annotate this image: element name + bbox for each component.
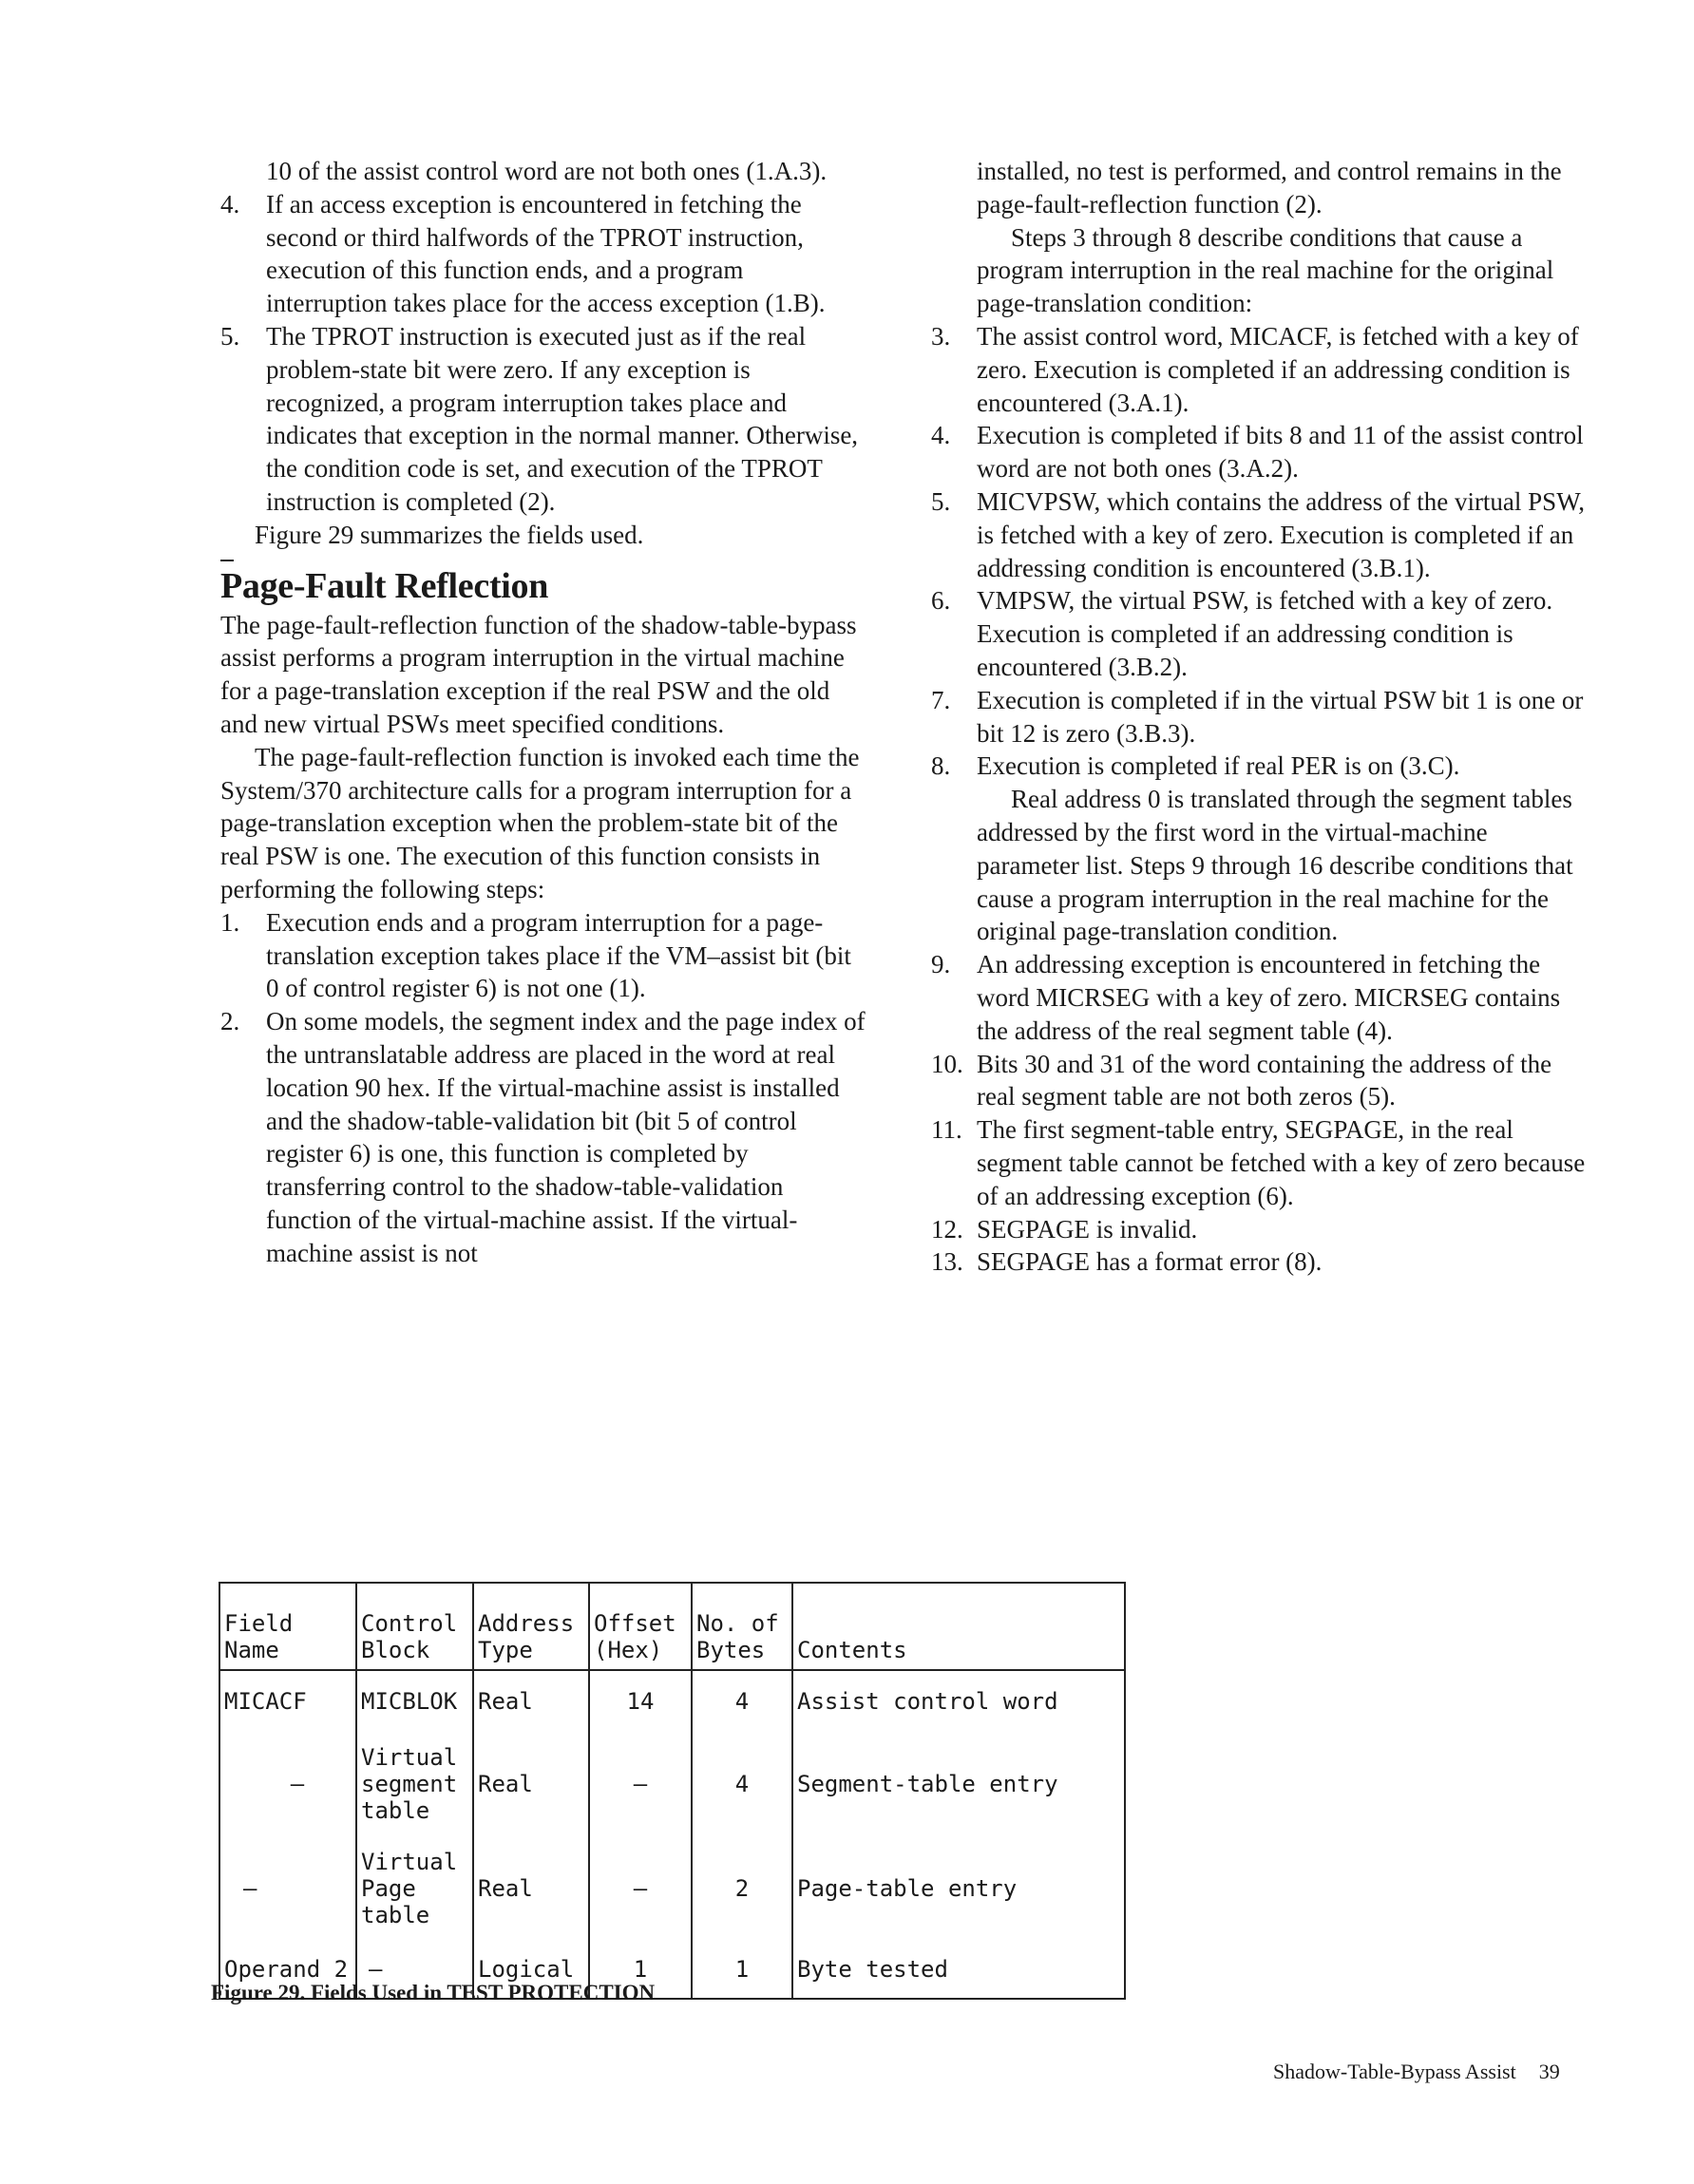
list-number: 13.: [931, 1247, 963, 1277]
left-column: [220, 155, 866, 1270]
cell-address-type: Real: [473, 1836, 589, 1941]
cell-offset: 14: [589, 1670, 692, 1732]
figure-reference: Figure 29 summarizes the fields used.: [255, 520, 644, 549]
list-text: The TPROT instruction is executed just as if the real problem-state bit were zero. If any exception is recognized, a program interruption takes place and indicates that exception in the normal manner. Otherwise, the condition code is set, and execution of the TPROT instruction is completed (2).: [266, 321, 859, 516]
list-item: [931, 1245, 1596, 1279]
cell-field-name: –: [219, 1836, 356, 1941]
paragraph: The page-fault-reflection function is invoked each time the System/370 architecture calls for a program interruption for a page-translation exception when the problem-state bit of the real PSW is one. The execution of this function consists in performing the following steps:: [220, 742, 860, 903]
header-address-type: Address Type: [473, 1583, 589, 1670]
page-number: 39: [1538, 2060, 1560, 2083]
list-item: [931, 485, 1596, 584]
margin-mark: [220, 560, 234, 561]
list-item: [931, 1113, 1596, 1212]
list-number: 6.: [931, 586, 951, 616]
list-text: The assist control word, MICACF, is fetched with a key of zero. Execution is completed if an addressing condition is encountered (3.A.1).: [977, 321, 1579, 417]
header-contents: Contents: [792, 1583, 1125, 1670]
list-item: [931, 1048, 1596, 1114]
list-text: Execution is completed if bits 8 and 11 of the assist control word are not both ones (3.A.2).: [977, 421, 1584, 484]
cell-address-type: Logical: [473, 1941, 589, 1999]
list-number: 5.: [931, 486, 951, 516]
paragraph: The page-fault-reflection function of the shadow-table-bypass assist performs a program interruption in the virtual machine for a page-translation exception if the real PSW and the old and new virtual PSWs meet specified conditions.: [220, 610, 857, 738]
running-title: Shadow-Table-Bypass Assist: [1273, 2060, 1516, 2083]
list-text: Execution ends and a program interruption for a page-translation exception takes place if the VM–assist bit (bit 0 of control register 6) is not one (1).: [266, 907, 851, 1003]
list-number: 2.: [220, 1007, 240, 1036]
list-item: [220, 906, 866, 1005]
list-item: [931, 419, 1596, 485]
continuation-text: 10 of the assist control word are not both ones (1.A.3).: [266, 157, 828, 185]
cell-contents: Segment-table entry: [792, 1732, 1125, 1836]
table-row: [219, 1670, 1125, 1732]
header-offset: Offset (Hex): [589, 1583, 692, 1670]
list-item: [220, 320, 866, 519]
list-text: Bits 30 and 31 of the word containing the address of the real segment table are not both zeros (5).: [977, 1049, 1552, 1111]
cell-offset: –: [589, 1836, 692, 1941]
header-field-name: Field Name: [219, 1583, 356, 1670]
table-row: [219, 1732, 1125, 1836]
cell-control-block: Virtual Page table: [356, 1836, 473, 1941]
cell-contents: Byte tested: [792, 1941, 1125, 1999]
cell-bytes: 1: [692, 1941, 792, 1999]
cell-field-name: Operand 2: [219, 1941, 356, 1999]
list-text: MICVPSW, which contains the address of the virtual PSW, is fetched with a key of zero. Execution is completed if an addressing condition is encountered (3.B.1).: [977, 486, 1585, 582]
header-control-block: Control Block: [356, 1583, 473, 1670]
list-item: [931, 750, 1596, 783]
list-number: 7.: [931, 685, 951, 714]
cell-control-block: MICBLOK: [356, 1670, 473, 1732]
section-heading: Page-Fault Reflection: [220, 565, 549, 606]
cell-offset: –: [589, 1732, 692, 1836]
list-number: 5.: [220, 321, 240, 351]
list-item: [931, 584, 1596, 683]
list-number: 4.: [220, 189, 240, 218]
right-column: [931, 155, 1596, 1279]
cell-offset: 1: [589, 1941, 692, 1999]
list-item: [931, 320, 1596, 419]
figure-29-table: [219, 1582, 1126, 2000]
paragraph: Real address 0 is translated through the segment tables addressed by the first word in the virtual-machine parameter list. Steps 9 through 16 describe conditions that cause a program interruption in the real machine for the original page-translation condition.: [977, 785, 1573, 946]
cell-field-name: MICACF: [219, 1670, 356, 1732]
cell-bytes: 4: [692, 1732, 792, 1836]
list-text: SEGPAGE has a format error (8).: [977, 1247, 1323, 1277]
cell-address-type: Real: [473, 1670, 589, 1732]
cell-contents: Assist control word: [792, 1670, 1125, 1732]
list-number: 10.: [931, 1049, 963, 1078]
paragraph: Steps 3 through 8 describe conditions that cause a program interruption in the real machine for the original page-translation condition:: [977, 222, 1554, 318]
list-number: 1.: [220, 907, 240, 937]
header-bytes: No. of Bytes: [692, 1583, 792, 1670]
cell-bytes: 2: [692, 1836, 792, 1941]
list-text: Execution is completed if real PER is on (3.C).: [977, 751, 1460, 781]
list-number: 4.: [931, 421, 951, 450]
table-row: [219, 1836, 1125, 1941]
list-number: 8.: [931, 751, 951, 781]
list-text: Execution is completed if in the virtual PSW bit 1 is one or bit 12 is zero (3.B.3).: [977, 685, 1584, 748]
list-number: 9.: [931, 950, 951, 979]
list-text: An addressing exception is encountered in fetching the word MICRSEG with a key of zero. MICRSEG contains the address of the real segment table (4).: [977, 950, 1561, 1045]
list-text: VMPSW, the virtual PSW, is fetched with a key of zero. Execution is completed if an addressing condition is encountered (3.B.2).: [977, 586, 1553, 681]
list-number: 12.: [931, 1214, 963, 1244]
list-text: The first segment-table entry, SEGPAGE, in the real segment table cannot be fetched with a key of zero because of an addressing exception (6).: [977, 1115, 1586, 1210]
cell-control-block: Virtual segment table: [356, 1732, 473, 1836]
cell-field-name: –: [219, 1732, 356, 1836]
list-item: [220, 188, 866, 320]
fields-table: [219, 1582, 1126, 2000]
continuation-text: installed, no test is performed, and control remains in the page-fault-reflection function (2).: [977, 157, 1562, 218]
list-item: [931, 1213, 1596, 1246]
list-text: If an access exception is encountered in fetching the second or third halfwords of the TPROT instruction, execution of this function ends, and a program interruption takes place for the access exception (1.B).: [266, 189, 826, 318]
cell-control-block: –: [356, 1941, 473, 1999]
list-item: [220, 1005, 866, 1269]
figure-caption: Figure 29. Fields Used in TEST PROTECTION: [211, 1981, 656, 2004]
cell-contents: Page-table entry: [792, 1836, 1125, 1941]
list-number: 11.: [931, 1115, 962, 1145]
list-text: SEGPAGE is invalid.: [977, 1214, 1198, 1244]
cell-address-type: Real: [473, 1732, 589, 1836]
table-header-row: [219, 1583, 1125, 1670]
list-number: 3.: [931, 321, 951, 351]
list-item: [931, 684, 1596, 750]
cell-bytes: 4: [692, 1670, 792, 1732]
list-text: On some models, the segment index and the page index of the untranslatable address are placed in the word at real location 90 hex. If the virtual-machine assist is installed and the shadow-table-validation bit (bit 5 of control register 6) is one, this function is completed by transferring control to the shadow-table-validation function of the virtual-machine assist. If the virtual-machine assist is not: [266, 1007, 866, 1267]
list-item: [931, 948, 1596, 1047]
page-footer: [1273, 2060, 1560, 2084]
